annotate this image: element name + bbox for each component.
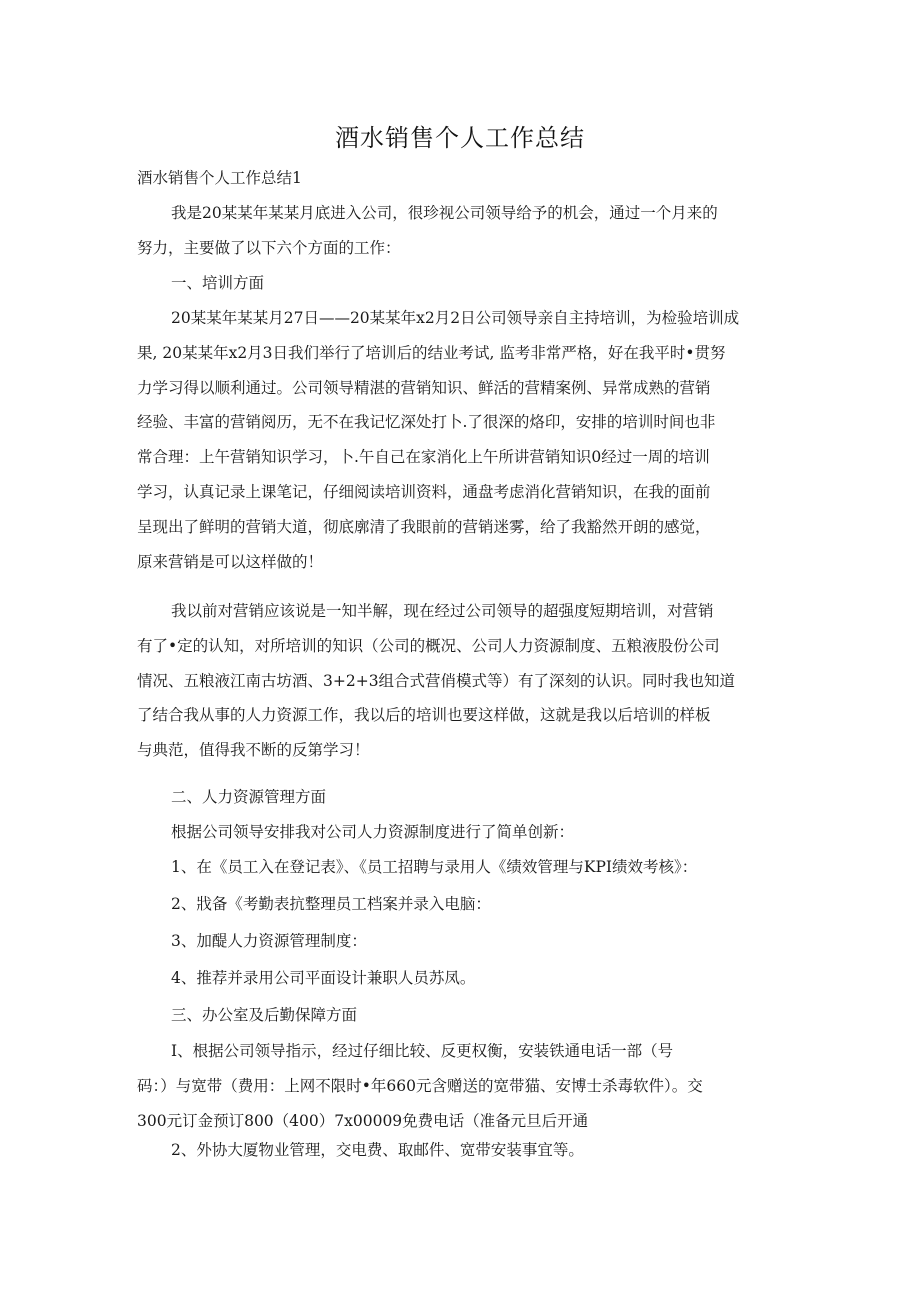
hr-item: 3、加醍人力资源管理制度： <box>171 932 367 950</box>
hr-item: 2、戕备《考勤表抗整理员工档案并录入电脑： <box>171 895 491 913</box>
text-line: 原来营销是可以这样做的！ <box>137 552 324 571</box>
paragraph-intro <box>137 196 782 266</box>
text-line: 码：）与宽带（费用：上网不限时•年660元含赠送的宽带猫、安博士杀毒软件）。交 <box>137 1076 703 1095</box>
text-line: 经验、丰富的营销阅历，无不在我记忆深处打卜.了很深的烙印，安排的培训时间也非 <box>137 413 716 432</box>
text-line: 呈现出了鲜明的营销大道，彻底廓清了我眼前的营销迷雾，给了我豁然开朗的感觉， <box>137 517 711 536</box>
paragraph-training-reflection <box>137 594 782 768</box>
text-line: 常合理：上午营销知识学习，卜.午自己在家消化上午所讲营销知识0经过一周的培训 <box>137 448 710 467</box>
text-line: 果, 20某某年x2月3日我们举行了培训后的结业考试, 监考非常严格，好在我平时•贯努 <box>137 343 726 362</box>
hr-item: 1、在《员工入在登记表》、《员工招聘与录用人《绩效管理与KPI绩效考核》： <box>171 858 698 876</box>
text-line: 学习，认真记录上课笔记，仔细阅读培训资料，通盘考虑消化营销知识，在我的面前 <box>137 482 711 501</box>
text-line: 300元订金预订800（400）7x00009免费电话（准备元旦后开通 <box>137 1111 589 1130</box>
section-heading-hr: 二、人力资源管理方面 <box>171 788 327 806</box>
paragraph-office-1 <box>137 1034 782 1138</box>
text-line: 情况、五粮液江南古坊酒、3+2+3组合式营俏模式等）有了深刻的认识。同时我也知道 <box>137 671 736 690</box>
text-line: 了结合我从事的人力资源工作，我以后的培训也要这样做，这就是我以后培训的样板 <box>137 706 711 725</box>
document-title: 酒水销售个人工作总结 <box>335 124 585 152</box>
hr-item: 根据公司领导安排我对公司人力资源制度进行了简单创新： <box>171 823 575 841</box>
paragraph-training <box>137 301 782 579</box>
text-line: 我是20某某年某某月底进入公司，很珍视公司领导给予的机会，通过一个月来的 <box>171 204 718 222</box>
text-line: 力学习得以顺利通过。公司领导精湛的营销知识、鲜活的营精案例、异常成熟的营销 <box>137 378 711 397</box>
hr-item: 4、推荐并录用公司平面设计兼职人员苏凤。 <box>171 969 476 987</box>
document-subtitle: 酒水销售个人工作总结1 <box>137 169 302 187</box>
section-heading-office: 三、办公室及后勤保障方面 <box>171 1006 358 1024</box>
text-line: 20某某年某某月27日——20某某年x2月2日公司领导亲自主持培训，为检验培训成 <box>171 309 740 327</box>
text-line: 我以前对营销应该说是一知半解，现在经过公司领导的超强度短期培训，对营销 <box>171 602 714 620</box>
text-line: I、根据公司领导指示，经过仔细比较、反更权衡，安装铁通电话一部（号 <box>171 1042 674 1060</box>
section-heading-training: 一、培训方面 <box>171 274 265 292</box>
paragraph-office-2: 2、外协大厦物业管理，交电费、取邮件、宽带安装事宜等。 <box>171 1141 584 1159</box>
text-line: 有了•定的认知，对所培训的知识（公司的概况、公司人力资源制度、五粮液股份公司 <box>137 636 720 655</box>
text-line: 努力，主要做了以下六个方面的工作： <box>137 238 401 257</box>
text-line: 与典范，值得我不断的反第学习！ <box>137 741 370 760</box>
